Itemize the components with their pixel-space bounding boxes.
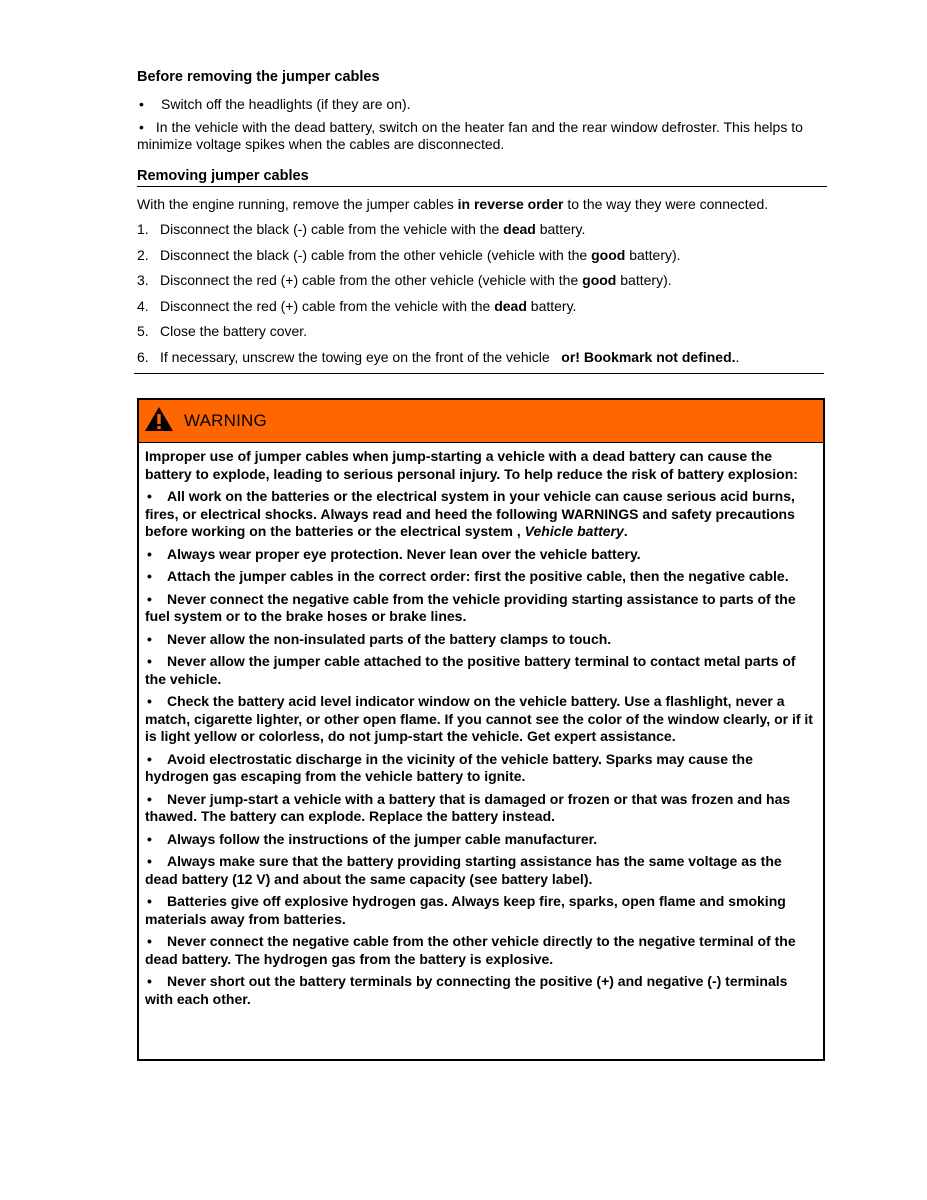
bookmark-error-link[interactable]: or! Bookmark not defined. xyxy=(561,348,736,365)
manual-page xyxy=(137,68,827,374)
removing-heading: Removing jumper cables xyxy=(137,167,309,184)
before-bullet: • In the vehicle with the dead battery, switch on the heater fan and the rear window defroster. This helps to minimize voltage spikes when the cables are disconnected. xyxy=(137,118,803,152)
warning-item: • Batteries give off explosive hydrogen gas. Always keep fire, sparks, open flame and smoking materials away from batteries. xyxy=(145,893,786,927)
bullet-icon: • xyxy=(147,790,152,807)
warning-triangle-icon xyxy=(144,406,174,432)
before-bullet: • Switch off the headlights (if they are on). xyxy=(139,96,411,112)
warning-item: • Never short out the battery terminals by connecting the positive (+) and negative (-) terminals with each other. xyxy=(145,973,788,1007)
bullet-icon: • xyxy=(147,545,152,562)
step-item: 6. If necessary, unscrew the towing eye on the front of the vehicle or! Bookmark not defined.. xyxy=(137,348,740,365)
bullet-icon: • xyxy=(147,853,152,869)
warning-item: • Never jump-start a vehicle with a battery that is damaged or frozen or that was frozen and has thawed. The battery can explode. Replace the battery instead. xyxy=(145,790,791,824)
bullet-icon: • xyxy=(147,750,152,767)
removing-intro: With the engine running, remove the jumper cables in reverse order to the way they were connected. xyxy=(137,195,769,212)
warning-body xyxy=(139,443,823,1008)
bullet-icon: • xyxy=(147,973,152,989)
bullet-icon: • xyxy=(147,590,152,607)
warning-item: • Always wear proper eye protection. Never lean over the vehicle battery. xyxy=(147,545,641,562)
vehicle-battery-link[interactable]: Vehicle battery xyxy=(524,523,624,539)
step-item: 4. Disconnect the red (+) cable from the vehicle with the dead battery. xyxy=(137,297,577,314)
bullet-icon: • xyxy=(147,933,152,949)
bullet-icon: • xyxy=(147,830,152,847)
warning-item: • Check the battery acid level indicator window on the vehicle battery. Use a flashlight, never a match, cigarette lighter, or other open flame. If you cannot see the color of the window clearly, or if it is light yellow or colorless, do not jump-start the vehicle. Get expert assistance. xyxy=(145,693,813,744)
warning-header xyxy=(139,400,823,443)
bullet-icon: • xyxy=(147,568,152,584)
warning-item: • Never allow the jumper cable attached to the positive battery terminal to contact metal parts of the vehicle. xyxy=(145,653,796,687)
warning-item: • Never connect the negative cable from the vehicle providing starting assistance to parts of the fuel system or to the brake hoses or brake lines. xyxy=(145,590,796,624)
warning-title: WARNING xyxy=(184,411,267,430)
step-item: 3. Disconnect the red (+) cable from the other vehicle (vehicle with the good battery). xyxy=(137,272,672,288)
warning-box xyxy=(137,398,825,1061)
warning-item: • All work on the batteries or the electrical system in your vehicle can cause serious acid burns, fires, or electrical shocks. Always read and heed the following WARNINGS and safety precautions before working on the batteries or the electrical system , Vehicle battery. xyxy=(145,488,795,539)
warning-item: • Never allow the non-insulated parts of the battery clamps to touch. xyxy=(147,630,612,647)
section-divider xyxy=(134,373,824,374)
bullet-icon: • xyxy=(147,693,152,709)
warning-item: • Avoid electrostatic discharge in the vicinity of the vehicle battery. Sparks may cause the hydrogen gas escaping from the vehicle battery to ignite. xyxy=(145,750,753,784)
warning-intro: Improper use of jumper cables when jump-starting a vehicle with a dead battery can cause the battery to explode, leading to serious personal injury. To help reduce the risk of battery explosion: xyxy=(145,448,798,482)
warning-item: • Always make sure that the battery providing starting assistance has the same voltage as the dead battery (12 V) and about the same capacity (see battery label). xyxy=(145,853,782,887)
before-removing-heading: Before removing the jumper cables xyxy=(137,69,380,85)
warning-item: • Attach the jumper cables in the correct order: first the positive cable, then the negative cable. xyxy=(147,568,789,584)
step-item: 1. Disconnect the black (-) cable from the vehicle with the dead battery. xyxy=(137,221,586,237)
warning-item: • Always follow the instructions of the jumper cable manufacturer. xyxy=(147,830,598,847)
step-item: 5. Close the battery cover. xyxy=(137,323,308,339)
bullet-icon: • xyxy=(147,488,152,504)
bullet-icon: • xyxy=(147,630,152,647)
step-item: 2. Disconnect the black (-) cable from the other vehicle (vehicle with the good battery). xyxy=(137,246,681,263)
warning-item: • Never connect the negative cable from the other vehicle directly to the negative terminal of the dead battery. The hydrogen gas from the battery is explosive. xyxy=(145,933,796,967)
bullet-icon: • xyxy=(139,96,144,112)
removal-steps xyxy=(137,221,827,366)
removing-section-header xyxy=(137,167,827,187)
bullet-icon: • xyxy=(147,893,152,909)
bullet-icon: • xyxy=(139,118,144,135)
before-bullet-list xyxy=(137,96,827,154)
bullet-icon: • xyxy=(147,653,152,669)
